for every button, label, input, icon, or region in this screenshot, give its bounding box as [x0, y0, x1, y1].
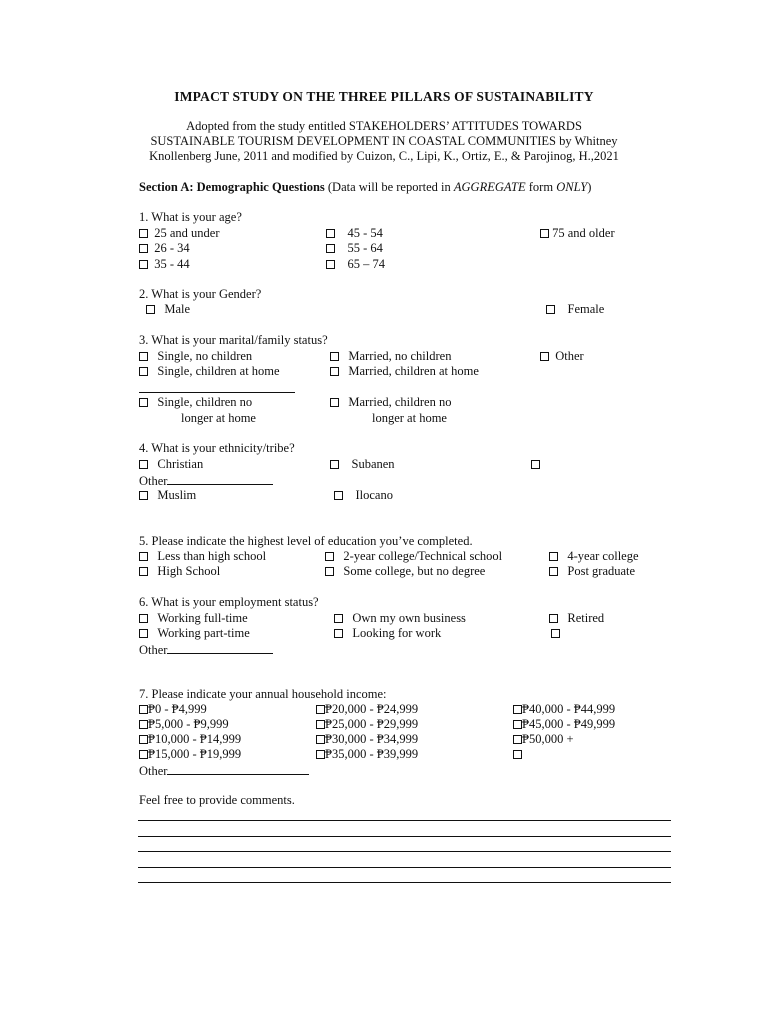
checkbox-icon[interactable]: [139, 260, 148, 269]
checkbox-icon[interactable]: [139, 614, 148, 623]
checkbox-icon[interactable]: [325, 552, 334, 561]
q4-other-line[interactable]: [167, 472, 273, 485]
q3-option-label-cont: longer at home: [372, 411, 447, 425]
checkbox-icon[interactable]: [513, 705, 522, 714]
q1-option[interactable]: [139, 241, 190, 256]
q3-option[interactable]: [139, 364, 280, 379]
adopted-line-1: Adopted from the study entitled STAKEHOLDERS’ ATTITUDES TOWARDS: [186, 119, 582, 133]
checkbox-icon[interactable]: [540, 229, 549, 238]
q5-option-label: 2-year college/Technical school: [343, 549, 503, 563]
comment-line-1[interactable]: [138, 820, 671, 821]
checkbox-icon[interactable]: [316, 750, 325, 759]
q7-option-label: ₱50,000 +: [522, 732, 574, 746]
q4-option-label: Christian: [157, 457, 204, 471]
checkbox-icon[interactable]: [334, 629, 343, 638]
checkbox-icon[interactable]: [316, 705, 325, 714]
checkbox-icon[interactable]: [139, 229, 148, 238]
q3-option-label: Other: [555, 349, 584, 363]
section-a-note-only: ONLY: [556, 180, 588, 194]
q7-option-label: ₱45,000 - ₱49,999: [522, 717, 616, 731]
q1-option-label: 75 and older: [552, 226, 615, 240]
section-a-title: Section A: Demographic Questions: [139, 180, 325, 194]
q4-option-label: Other: [139, 474, 168, 488]
q2-option[interactable]: [146, 302, 190, 317]
q6-option[interactable]: [334, 611, 466, 626]
q7-option-other-box[interactable]: [513, 747, 522, 762]
q5-option[interactable]: [139, 549, 266, 564]
q7-option-label: Other: [139, 764, 168, 778]
checkbox-icon[interactable]: [139, 750, 148, 759]
section-a-note-form: form: [525, 180, 557, 194]
q4-option-other[interactable]: [139, 472, 273, 489]
checkbox-icon[interactable]: [139, 720, 148, 729]
q1-option[interactable]: [326, 241, 383, 256]
q5-option-label: Less than high school: [157, 549, 267, 563]
q1-option-label: 45 - 54: [347, 226, 383, 240]
checkbox-icon[interactable]: [326, 260, 335, 269]
q3-option-label: Single, children at home: [157, 364, 280, 378]
checkbox-icon[interactable]: [513, 750, 522, 759]
q1-option-label: 65 – 74: [347, 257, 385, 271]
section-a-heading: [139, 180, 591, 195]
q6-option[interactable]: [334, 626, 441, 641]
q1-option-label: 26 - 34: [154, 241, 190, 255]
q3-option[interactable]: [139, 395, 252, 410]
q6-question: 6. What is your employment status?: [139, 595, 319, 609]
q3-option[interactable]: [330, 395, 451, 410]
q7-option-label: ₱20,000 - ₱24,999: [325, 702, 419, 716]
q3-option[interactable]: [330, 349, 451, 364]
q6-option-label: Other: [139, 643, 168, 657]
q6-option[interactable]: [139, 611, 248, 626]
comment-line-4[interactable]: [138, 867, 671, 868]
q3-option[interactable]: [330, 364, 479, 379]
checkbox-icon[interactable]: [549, 567, 558, 576]
checkbox-icon[interactable]: [139, 244, 148, 253]
q6-option-label: Looking for work: [352, 626, 442, 640]
q4-option-label: Subanen: [351, 457, 395, 471]
q3-other-line[interactable]: [139, 392, 295, 393]
q2-question: 2. What is your Gender?: [139, 287, 262, 301]
q7-option-label: ₱25,000 - ₱29,999: [325, 717, 419, 731]
q3-option-label: Married, no children: [348, 349, 452, 363]
section-a-note-open: (Data will be reported in: [327, 180, 454, 194]
q5-option[interactable]: [325, 564, 485, 579]
checkbox-icon[interactable]: [540, 352, 549, 361]
checkbox-icon[interactable]: [549, 614, 558, 623]
q4-option-label: Ilocano: [355, 488, 393, 502]
checkbox-icon[interactable]: [551, 629, 560, 638]
checkbox-icon[interactable]: [326, 244, 335, 253]
checkbox-icon[interactable]: [139, 567, 148, 576]
q7-other-line[interactable]: [167, 762, 309, 775]
q1-option[interactable]: [139, 257, 190, 272]
checkbox-icon[interactable]: [334, 491, 343, 500]
q5-option[interactable]: [549, 549, 639, 564]
q6-option-other[interactable]: [139, 641, 273, 658]
q7-option-label: ₱0 - ₱4,999: [148, 702, 207, 716]
checkbox-icon[interactable]: [330, 398, 339, 407]
q6-option-label: Retired: [567, 611, 605, 625]
q3-option-label: Married, children at home: [348, 364, 479, 378]
checkbox-icon[interactable]: [139, 491, 148, 500]
q7-option[interactable]: [316, 702, 418, 717]
q7-option[interactable]: [316, 717, 418, 732]
q3-option[interactable]: [139, 349, 252, 364]
q1-option[interactable]: [540, 226, 615, 241]
checkbox-icon[interactable]: [139, 398, 148, 407]
q1-option-label: 25 and under: [154, 226, 220, 240]
comment-line-5[interactable]: [138, 882, 671, 883]
adopted-line-2: SUSTAINABLE TOURISM DEVELOPMENT IN COASTAL COMMUNITIES by Whitney: [150, 134, 618, 148]
q5-option-label: Post graduate: [567, 564, 636, 578]
q6-other-line[interactable]: [167, 641, 273, 654]
q2-option-label: Female: [567, 302, 605, 316]
q5-option[interactable]: [549, 564, 635, 579]
q3-option-label-cont: longer at home: [181, 411, 256, 425]
q5-option-label: High School: [157, 564, 221, 578]
checkbox-icon[interactable]: [139, 367, 148, 376]
q2-option-label: Male: [164, 302, 191, 316]
checkbox-icon[interactable]: [146, 305, 155, 314]
comment-line-3[interactable]: [138, 851, 671, 852]
checkbox-icon[interactable]: [139, 552, 148, 561]
q2-option[interactable]: [546, 302, 604, 317]
checkbox-icon[interactable]: [326, 229, 335, 238]
checkbox-icon[interactable]: [139, 352, 148, 361]
q5-option-label: 4-year college: [567, 549, 639, 563]
q7-option-label: ₱5,000 - ₱9,999: [148, 717, 229, 731]
q7-option-label: ₱35,000 - ₱39,999: [325, 747, 419, 761]
q4-option[interactable]: [139, 457, 203, 472]
q7-option-label: ₱10,000 - ₱14,999: [148, 732, 242, 746]
q7-option[interactable]: [513, 717, 615, 732]
checkbox-icon[interactable]: [139, 629, 148, 638]
q6-option[interactable]: [549, 611, 604, 626]
q1-option[interactable]: [326, 257, 385, 272]
page-title: IMPACT STUDY ON THE THREE PILLARS OF SUSTAINABILITY: [174, 89, 594, 104]
q1-option-label: 35 - 44: [154, 257, 190, 271]
q3-option-label: Married, children no: [348, 395, 452, 409]
q7-option[interactable]: [513, 702, 615, 717]
q4-option[interactable]: [139, 488, 196, 503]
checkbox-icon[interactable]: [549, 552, 558, 561]
checkbox-icon[interactable]: [513, 735, 522, 744]
checkbox-icon[interactable]: [330, 352, 339, 361]
q7-option-label: ₱40,000 - ₱44,999: [522, 702, 616, 716]
q7-option[interactable]: [513, 732, 574, 747]
q7-option[interactable]: [139, 732, 241, 747]
adopted-line-3: Knollenberg June, 2011 and modified by Cuizon, C., Lipi, K., Ortiz, E., & Parojinog, H.,2021: [149, 149, 619, 163]
q5-question: 5. Please indicate the highest level of education you’ve completed.: [139, 534, 473, 548]
q7-option-other[interactable]: [139, 762, 309, 779]
q6-option-label: Working full-time: [157, 611, 248, 625]
q7-option[interactable]: [139, 717, 229, 732]
checkbox-icon[interactable]: [513, 720, 522, 729]
q7-option[interactable]: [316, 747, 418, 762]
q7-option[interactable]: [139, 747, 241, 762]
q4-option[interactable]: [334, 488, 393, 503]
q7-option-label: ₱30,000 - ₱34,999: [325, 732, 419, 746]
section-a-note-close: ): [587, 180, 592, 194]
q4-option[interactable]: [330, 457, 395, 472]
q4-option-other-box[interactable]: [531, 457, 540, 472]
q5-option-label: Some college, but no degree: [343, 564, 486, 578]
q1-question: 1. What is your age?: [139, 210, 242, 224]
checkbox-icon[interactable]: [139, 705, 148, 714]
checkbox-icon[interactable]: [316, 735, 325, 744]
q6-option-other-box[interactable]: [551, 626, 560, 641]
q3-option-label: Single, children no: [157, 395, 253, 409]
q6-option-label: Own my own business: [352, 611, 466, 625]
checkbox-icon[interactable]: [316, 720, 325, 729]
q1-option-label: 55 - 64: [347, 241, 383, 255]
q1-option[interactable]: [326, 226, 383, 241]
checkbox-icon[interactable]: [330, 460, 339, 469]
comments-label: Feel free to provide comments.: [139, 793, 295, 807]
checkbox-icon[interactable]: [325, 567, 334, 576]
q6-option[interactable]: [139, 626, 250, 641]
q3-option[interactable]: [540, 349, 584, 364]
q6-option-label: Working part-time: [157, 626, 250, 640]
q7-option-label: ₱15,000 - ₱19,999: [148, 747, 242, 761]
q7-option[interactable]: [316, 732, 418, 747]
checkbox-icon[interactable]: [546, 305, 555, 314]
section-a-note-aggregate: AGGREGATE: [453, 180, 526, 194]
q5-option[interactable]: [139, 564, 220, 579]
q5-option[interactable]: [325, 549, 502, 564]
checkbox-icon[interactable]: [139, 735, 148, 744]
q3-option-label: Single, no children: [157, 349, 253, 363]
q7-option[interactable]: [139, 702, 207, 717]
checkbox-icon[interactable]: [139, 460, 148, 469]
checkbox-icon[interactable]: [330, 367, 339, 376]
q4-question: 4. What is your ethnicity/tribe?: [139, 441, 295, 455]
checkbox-icon[interactable]: [531, 460, 540, 469]
q1-option[interactable]: [139, 226, 220, 241]
q4-option-label: Muslim: [157, 488, 197, 502]
q3-question: 3. What is your marital/family status?: [139, 333, 328, 347]
checkbox-icon[interactable]: [334, 614, 343, 623]
comment-line-2[interactable]: [138, 836, 671, 837]
q7-question: 7. Please indicate your annual household income:: [139, 687, 387, 701]
